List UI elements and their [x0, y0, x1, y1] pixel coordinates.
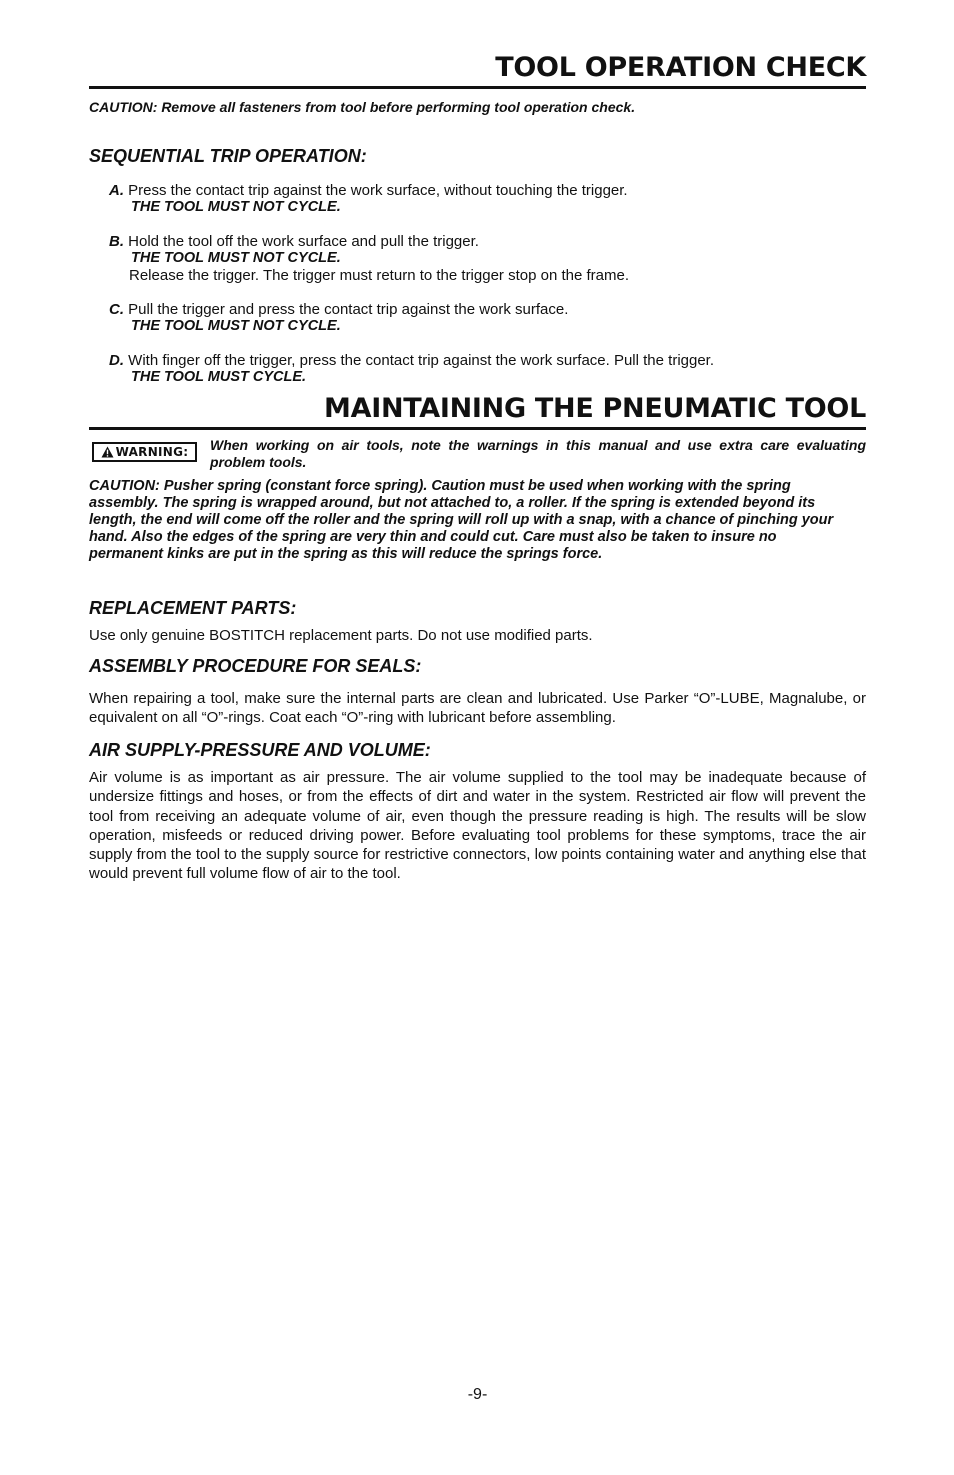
step-extra: Release the trigger. The trigger must return to the trigger stop on the frame. [129, 267, 629, 284]
pusher-spring-caution: CAUTION: Pusher spring (constant force spring). Caution must be used when working with the spring assembly. The spring is wrapped around, but not attached to, a roller. If the spring is extended beyond its length, the end will come off the roller and the spring will roll up with a snap, with a chance of pinching your hand. Also the edges of the spring are very thin and could cut. Care must also be taken to insure no permanent kinks are put in the spring as this will reduce the springs force. [89, 478, 834, 562]
warning-triangle-icon [101, 446, 114, 458]
page-title: TOOL OPERATION CHECK [495, 52, 866, 83]
sequential-heading: SEQUENTIAL TRIP OPERATION: [89, 146, 367, 166]
step-d [109, 352, 849, 386]
air-supply-text: Air volume is as important as air pressure. The air volume supplied to the tool may be inadequate because of undersize fittings and hoses, or from the effects of dirt and water in the system. Restricted air flow will prevent the tool from receiving an adequate volume of air, even though the pressure reading is high. The results will be slow operation, misfeeds or reduced driving power. Before evaluating tool problems for these symptoms, trace the air supply from the tool to the supply source for restrictive connectors, low points containing water and anything else that would prevent full volume flow of air to the tool. [89, 769, 866, 883]
air-supply-heading: AIR SUPPLY-PRESSURE AND VOLUME: [89, 740, 431, 760]
step-b [109, 233, 849, 284]
title-rule [89, 86, 866, 89]
maintaining-rule [89, 427, 866, 430]
step-text: Hold the tool off the work surface and pull the trigger. [124, 233, 479, 250]
warning-block [89, 437, 866, 473]
operation-caution: CAUTION: Remove all fasteners from tool before performing tool operation check. [89, 99, 636, 115]
warning-label: WARNING: [115, 445, 189, 459]
step-result: THE TOOL MUST NOT CYCLE. [131, 199, 341, 215]
step-text: Press the contact trip against the work surface, without touching the trigger. [124, 182, 628, 199]
sequential-steps [109, 182, 849, 403]
warning-badge [92, 442, 197, 462]
maintaining-title: MAINTAINING THE PNEUMATIC TOOL [324, 393, 866, 424]
step-c [109, 301, 849, 335]
step-text: Pull the trigger and press the contact trip against the work surface. [124, 301, 569, 318]
assembly-text: When repairing a tool, make sure the internal parts are clean and lubricated. Use Parker “O”-LUBE, Magnalube, or equivalent on all “O”-rings. Coat each “O”-ring with lubricant before assembling. [89, 690, 866, 727]
step-letter: C. [109, 301, 124, 318]
step-result: THE TOOL MUST CYCLE. [131, 369, 307, 385]
step-text: With finger off the trigger, press the contact trip against the work surface. Pull the trigger. [124, 352, 715, 369]
warning-text: When working on air tools, note the warnings in this manual and use extra care evaluating problem tools. [210, 437, 866, 470]
assembly-heading: ASSEMBLY PROCEDURE FOR SEALS: [89, 656, 422, 676]
replacement-text: Use only genuine BOSTITCH replacement parts. Do not use modified parts. [89, 627, 593, 644]
step-letter: D. [109, 352, 124, 369]
step-letter: B. [109, 233, 124, 250]
replacement-heading: REPLACEMENT PARTS: [89, 598, 297, 618]
page-number: -9- [467, 1386, 488, 1403]
step-result: THE TOOL MUST NOT CYCLE. [131, 318, 341, 334]
step-letter: A. [109, 182, 124, 199]
step-a [109, 182, 849, 216]
step-result: THE TOOL MUST NOT CYCLE. [131, 250, 341, 266]
